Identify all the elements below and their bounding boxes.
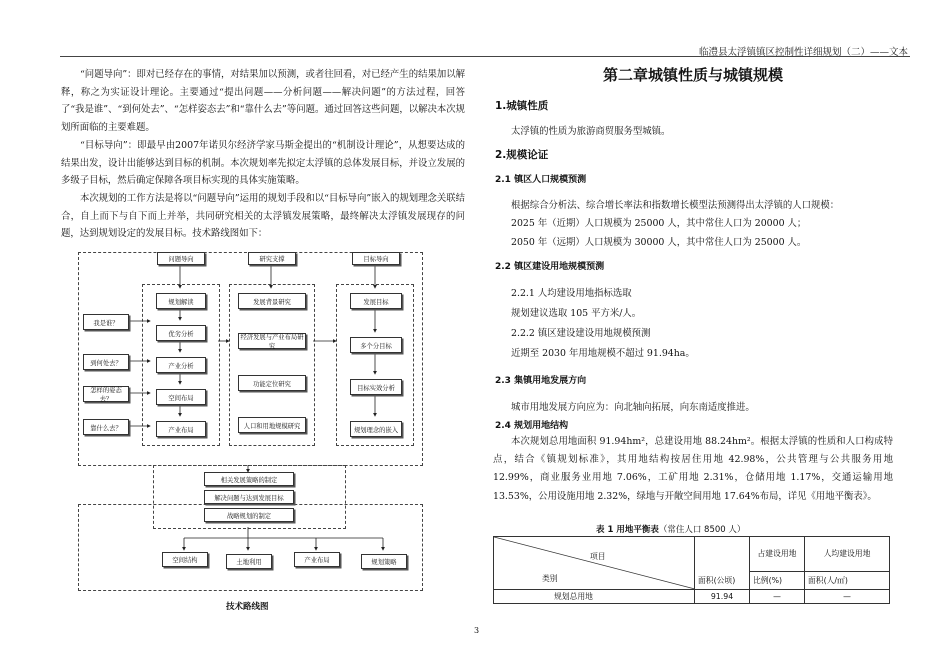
header-area: 面积(公顷) xyxy=(695,537,750,590)
paragraph-goal-oriented: “目标导向”：即最早由2007年诺贝尔经济学家马斯金提出的“机制设计理论”，从想要达成的结果出发，设计出能够达到目标的机制。本次规划率先拟定太浮镇的总体发展目标，并设立发展的多级子目标，然后确定保障各项目标实现的具体实施策略。 xyxy=(61,139,465,187)
question-box-3: 怎样的姿态去？ xyxy=(83,386,129,402)
col2-item-4: 人口和用地规模研究 xyxy=(238,417,306,433)
running-header: 临澧县太浮镇镇区控制性详细规划（二）——文本 xyxy=(698,47,908,58)
table-caption xyxy=(596,523,745,535)
chapter-title: 第二章城镇性质与城镇规模 xyxy=(602,66,783,84)
section-1-text: 太浮镇的性质为旅游商贸服务型城镇。 xyxy=(511,126,671,137)
corner-top-label: 项目 xyxy=(590,552,606,561)
table-caption-title: 表 1 用地平衡表 xyxy=(596,525,659,535)
section-2-2-line-3: 2.2.2 镇区建设建设用地规模预测 xyxy=(511,328,651,339)
figure-caption: 技术路线图 xyxy=(226,602,269,612)
section-2-4-title: 2.4 规划用地结构 xyxy=(495,421,569,431)
section-1-title: 1.城镇性质 xyxy=(495,100,549,112)
col1-header-box: 问题导向 xyxy=(157,252,205,265)
section-2-4-text: 本次规划总用地面积 91.94hm²，总建设用地 88.24hm²。根据太浮镇的性质和人口构成特点，结合《镇规划标准》，其用地结构按居住用地 42.98%，公共管理与公共服务用地 12.99%，商业服务业用地 7.06%，工矿用地 2.31%，仓储用地 1.17%，交通运输用地 13.53%，公用设施用地 2.32%，绿地与开敞空间用地 17.64%布局，详见《用地平衡表》。 xyxy=(493,436,893,502)
output-box-1: 空间结构 xyxy=(162,552,208,567)
question-box-2: 到何处去？ xyxy=(83,354,129,370)
header-percap: 面积(人/㎡) xyxy=(805,571,890,589)
table-corner-cell xyxy=(494,537,695,590)
section-2-1-line-3: 2050 年（远期）人口规模为 30000 人，其中常住人口为 25000 人。 xyxy=(511,237,807,248)
col3-item-3: 目标实效分析 xyxy=(350,379,402,395)
technical-roadmap-diagram xyxy=(78,246,422,598)
section-2-title: 2.规模论证 xyxy=(495,149,549,161)
col1-item-2: 优劣分析 xyxy=(156,325,206,341)
col3-item-4: 规划理念的嵌入 xyxy=(350,421,402,437)
col2-header-box: 研究支撑 xyxy=(248,252,296,265)
output-box-4: 规划策略 xyxy=(361,554,407,569)
strategy-box-1: 相关发展策略的制定 xyxy=(204,472,294,486)
section-2-1-line-1: 根据综合分析法、综合增长率法和指数增长模型法预测得出太浮镇的人口规模： xyxy=(511,200,840,211)
row-total-name: 规划总用地 xyxy=(494,590,695,604)
corner-bottom-label: 类别 xyxy=(542,574,558,583)
row-total-area: 91.94 xyxy=(695,590,750,604)
strategy-box-2: 解决问题与达到发展目标 xyxy=(204,490,294,504)
header-share-group: 占建设用地 xyxy=(750,537,805,572)
paragraph-method: 本次规划的工作方法是将以“问题导向”运用的规划手段和以“目标导向”嵌入的规划理念关联结合，自上而下与自下而上并举，共同研究相关的太浮镇发展策略，最终解决太浮镇发展现存的问题，达到规划设定的发展目标。技术路线图如下： xyxy=(61,192,465,240)
col1-item-1: 规划解读 xyxy=(156,293,206,309)
row-total-percap: — xyxy=(805,590,890,604)
section-2-1-line-2: 2025 年（近期）人口规模为 25000 人，其中常住人口为 20000 人； xyxy=(511,218,807,229)
header-ratio: 比例(%) xyxy=(750,571,805,589)
col1-item-3: 产业分析 xyxy=(156,357,206,373)
section-2-2-line-4: 近期至 2030 年用地规模不超过 91.94ha。 xyxy=(511,348,695,359)
section-2-2-line-1: 2.2.1 人均建设用地指标选取 xyxy=(511,288,632,299)
col2-item-1: 发展背景研究 xyxy=(238,293,306,309)
corner-diagonal xyxy=(494,537,695,589)
row-total-ratio: — xyxy=(750,590,805,604)
question-box-1: 我是谁？ xyxy=(83,314,129,330)
col1-item-4: 空间布局 xyxy=(156,389,206,405)
left-column xyxy=(61,66,465,243)
col3-item-2: 多个分目标 xyxy=(350,337,402,353)
col2-item-2: 经济发展与产业布局研究 xyxy=(238,333,306,349)
land-balance-table xyxy=(493,536,890,604)
page-number: 3 xyxy=(474,626,480,635)
col3-header-box: 目标导向 xyxy=(352,252,400,265)
section-2-2-line-2: 规划建议选取 105 平方米/人。 xyxy=(511,308,642,319)
header-rule xyxy=(60,56,910,57)
output-box-3: 产业布局 xyxy=(294,552,340,567)
section-2-3-text: 城市用地发展方向应为：向北轴向拓展，向东南适度推进。 xyxy=(511,402,755,413)
output-box-2: 土地利用 xyxy=(226,554,272,569)
strategy-box-3: 战略规划的制定 xyxy=(204,508,294,522)
section-2-4-body xyxy=(493,433,893,506)
col3-item-1: 发展目标 xyxy=(350,293,402,309)
section-2-3-title: 2.3 集镇用地发展方向 xyxy=(495,376,587,386)
col2-item-3: 功能定位研究 xyxy=(238,375,306,391)
paragraph-problem-oriented: “问题导向”：即对已经存在的事情，对结果加以预测，或者往回看，对已经产生的结果加以解释，称之为实证设计理论。主要通过“提出问题——分析问题——解决问题”的方法过程，回答了“我是谁”、“到何处去”、“怎样姿态去”和“靠什么去”等问题。通过回答这些问题，以解决本次规划所面临的主要难题。 xyxy=(61,69,465,134)
col1-item-5: 产业布局 xyxy=(156,421,206,437)
section-2-2-title: 2.2 镇区建设用地规模预测 xyxy=(495,262,605,272)
section-2-1-title: 2.1 镇区人口规模预测 xyxy=(495,175,587,185)
table-caption-note: （常住人口 8500 人） xyxy=(658,525,746,535)
header-percap-group: 人均建设用地 xyxy=(805,537,890,572)
question-box-4: 靠什么去？ xyxy=(83,419,129,435)
